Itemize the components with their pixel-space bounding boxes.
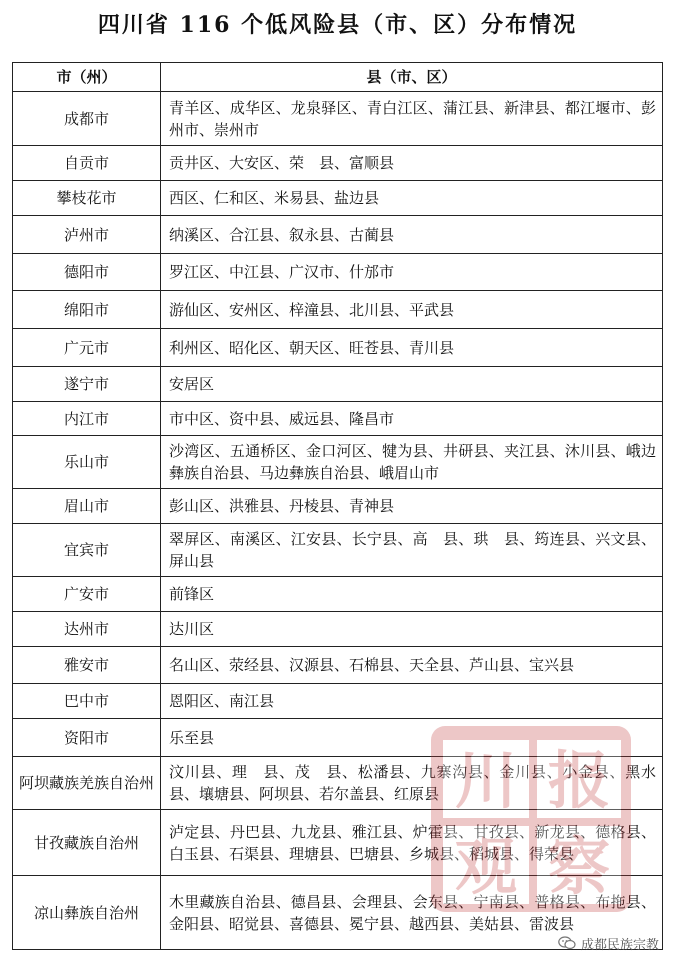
watermark-text: 成都民族宗教 <box>580 937 659 953</box>
table-row <box>13 436 663 489</box>
cell-city: 乐山市 <box>13 436 161 489</box>
cell-counties: 翠屏区、南溪区、江安县、长宁县、高 县、珙 县、筠连县、兴文县、屏山县 <box>161 524 663 577</box>
svg-text:川: 川 <box>454 744 518 817</box>
cell-city: 广元市 <box>13 329 161 367</box>
cell-counties: 游仙区、安州区、梓潼县、北川县、平武县 <box>161 291 663 329</box>
svg-text:报: 报 <box>547 744 611 817</box>
cell-counties: 利州区、昭化区、朝天区、旺苍县、青川县 <box>161 329 663 367</box>
header-counties: 县（市、区） <box>161 63 663 92</box>
table-row <box>13 489 663 524</box>
table-row <box>13 92 663 146</box>
table-row <box>13 146 663 181</box>
cell-city: 泸州市 <box>13 216 161 254</box>
page-title: 四川省 116 个低风险县（市、区）分布情况 <box>97 12 578 38</box>
svg-text:察: 察 <box>547 830 611 903</box>
account-watermark <box>558 933 659 953</box>
cell-counties: 安居区 <box>161 367 663 402</box>
table-row <box>13 216 663 254</box>
cell-counties: 沙湾区、五通桥区、金口河区、犍为县、井研县、夹江县、沐川县、峨边彝族自治县、马边彝族自治县、峨眉山市 <box>161 436 663 489</box>
cell-city: 达州市 <box>13 612 161 647</box>
table-row <box>13 181 663 216</box>
header-city: 市（州） <box>13 63 161 92</box>
cell-counties: 前锋区 <box>161 577 663 612</box>
cell-counties: 贡井区、大安区、荣 县、富顺县 <box>161 146 663 181</box>
cell-city: 广安市 <box>13 577 161 612</box>
cell-city: 甘孜藏族自治州 <box>13 810 161 876</box>
table-row <box>13 612 663 647</box>
table-row <box>13 577 663 612</box>
cell-city: 雅安市 <box>13 647 161 684</box>
cell-counties: 达川区 <box>161 612 663 647</box>
cell-city: 遂宁市 <box>13 367 161 402</box>
cell-city: 内江市 <box>13 402 161 436</box>
table-row <box>13 254 663 291</box>
table-row <box>13 367 663 402</box>
newspaper-stamp-logo <box>427 716 637 916</box>
cell-counties: 彭山区、洪雅县、丹棱县、青神县 <box>161 489 663 524</box>
cell-city: 宜宾市 <box>13 524 161 577</box>
table-row <box>13 647 663 684</box>
svg-text:观: 观 <box>454 830 518 903</box>
table-header-row <box>13 63 663 92</box>
table-row <box>13 291 663 329</box>
cell-counties: 罗江区、中江县、广汉市、什邡市 <box>161 254 663 291</box>
table-row <box>13 402 663 436</box>
cell-city: 攀枝花市 <box>13 181 161 216</box>
cell-counties: 西区、仁和区、米易县、盐边县 <box>161 181 663 216</box>
table-row <box>13 524 663 577</box>
wechat-icon <box>558 936 576 950</box>
table-row <box>13 684 663 719</box>
cell-city: 绵阳市 <box>13 291 161 329</box>
cell-counties: 木里藏族自治县、德昌县、会理县、会东县、宁南县、普格县、布拖县、金阳县、昭觉县、喜德县、冕宁县、越西县、美姑县、雷波县 <box>161 876 663 950</box>
cell-counties: 名山区、荥经县、汉源县、石棉县、天全县、芦山县、宝兴县 <box>161 647 663 684</box>
table-row <box>13 329 663 367</box>
cell-city: 阿坝藏族羌族自治州 <box>13 757 161 810</box>
cell-counties: 恩阳区、南江县 <box>161 684 663 719</box>
cell-city: 眉山市 <box>13 489 161 524</box>
cell-city: 德阳市 <box>13 254 161 291</box>
cell-counties: 纳溪区、合江县、叙永县、古蔺县 <box>161 216 663 254</box>
cell-city: 巴中市 <box>13 684 161 719</box>
cell-city: 成都市 <box>13 92 161 146</box>
cell-city: 自贡市 <box>13 146 161 181</box>
cell-city: 凉山彝族自治州 <box>13 876 161 950</box>
cell-counties: 乐至县 <box>161 719 663 757</box>
cell-counties: 市中区、资中县、威远县、隆昌市 <box>161 402 663 436</box>
cell-city: 资阳市 <box>13 719 161 757</box>
cell-counties: 青羊区、成华区、龙泉驿区、青白江区、蒲江县、新津县、都江堰市、彭州市、崇州市 <box>161 92 663 146</box>
cell-counties: 泸定县、丹巴县、九龙县、雅江县、炉霍县、甘孜县、新龙县、德格县、白玉县、石渠县、理塘县、巴塘县、乡城县、稻城县、得荣县 <box>161 810 663 876</box>
cell-counties: 汶川县、理 县、茂 县、松潘县、九寨沟县、金川县、小金县、黑水县、壤塘县、阿坝县、若尔盖县、红原县 <box>161 757 663 810</box>
